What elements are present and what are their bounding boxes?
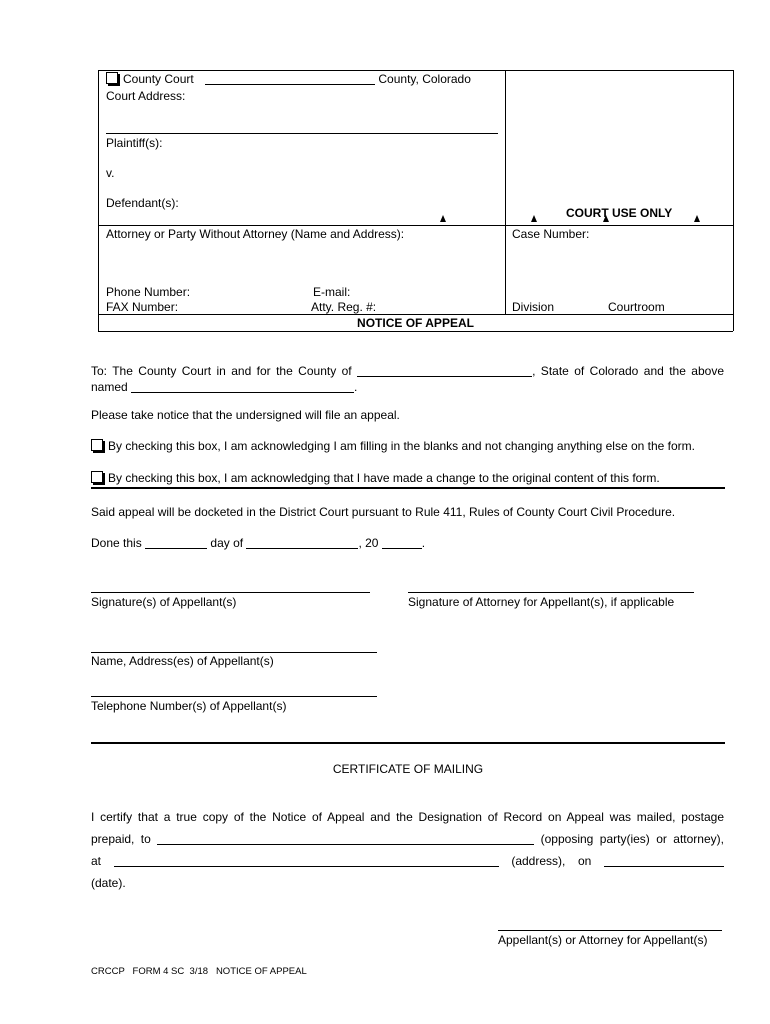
atty-reg-label: Atty. Reg. #:	[311, 300, 377, 314]
attorney-signature-line[interactable]	[408, 592, 694, 593]
year-prefix-text: , 20	[358, 536, 379, 550]
address-blank[interactable]	[114, 854, 499, 867]
email-label: E-mail:	[313, 285, 351, 299]
certify-text: I certify that a true copy of the Notice of Appeal and the Designation of Record on Appeal was mailed, postage	[91, 810, 724, 824]
named-party-blank[interactable]	[131, 380, 354, 393]
triangle-marker-icon	[694, 215, 700, 222]
change-checkbox-label: By checking this box, I am acknowledging that I have made a change to the original content of this form.	[108, 471, 660, 485]
triangle-marker-icon	[531, 215, 537, 222]
done-this-line	[91, 536, 425, 550]
month-blank[interactable]	[246, 536, 358, 549]
done-period: .	[421, 536, 426, 550]
certificate-paragraph	[91, 806, 724, 894]
county-colorado-label: County, Colorado	[378, 72, 471, 86]
address-on-text: (address), on	[511, 854, 592, 868]
day-of-text: day of	[210, 536, 244, 550]
county-court-checkbox[interactable]	[106, 72, 118, 84]
certificate-signer-label: Appellant(s) or Attorney for Appellant(s)	[498, 933, 708, 947]
change-checkbox[interactable]	[91, 471, 103, 483]
no-change-checkbox-label: By checking this box, I am acknowledging I am filling in the blanks and not changing anything else on the form.	[108, 439, 696, 453]
done-this-text: Done this	[91, 536, 142, 550]
court-address-label: Court Address:	[106, 89, 186, 103]
telephone-label: Telephone Number(s) of Appellant(s)	[91, 699, 287, 713]
at-text: at	[91, 854, 102, 868]
to-paragraph	[91, 363, 724, 395]
section-divider	[91, 487, 725, 489]
no-change-checkbox[interactable]	[91, 439, 103, 451]
county-court-label: County Court	[123, 72, 194, 86]
certificate-divider	[91, 742, 725, 744]
division-label: Division	[512, 300, 555, 314]
year-blank[interactable]	[382, 536, 422, 549]
fax-number-label: FAX Number:	[106, 300, 179, 314]
county-blank[interactable]	[357, 364, 532, 377]
form-title: NOTICE OF APPEAL	[357, 316, 474, 330]
court-address-line[interactable]	[106, 133, 498, 134]
county-court-line	[106, 72, 471, 86]
triangle-marker-icon	[440, 215, 446, 222]
named-period: .	[354, 380, 358, 394]
plaintiffs-label: Plaintiff(s):	[106, 136, 163, 150]
name-address-label: Name, Address(es) of Appellant(s)	[91, 654, 274, 668]
day-blank[interactable]	[145, 536, 207, 549]
change-checkbox-row	[91, 471, 660, 485]
courtroom-label: Courtroom	[608, 300, 665, 314]
certificate-title: CERTIFICATE OF MAILING	[332, 762, 484, 776]
name-address-line[interactable]	[91, 652, 377, 653]
case-number-label: Case Number:	[512, 227, 590, 241]
county-name-blank[interactable]	[205, 72, 375, 85]
date-text: (date).	[91, 876, 126, 890]
state-colorado-text: , State of Colorado and the above	[532, 364, 724, 378]
appellant-signature-line[interactable]	[91, 592, 370, 593]
attorney-signature-label: Signature of Attorney for Appellant(s), if applicable	[408, 595, 675, 609]
opposing-party-blank[interactable]	[157, 832, 534, 845]
attorney-party-label: Attorney or Party Without Attorney (Name and Address):	[106, 227, 405, 241]
phone-number-label: Phone Number:	[106, 285, 191, 299]
certificate-signature-line[interactable]	[498, 930, 722, 931]
named-text: named	[91, 380, 128, 394]
prepaid-to-text: prepaid, to	[91, 832, 151, 846]
docketed-text: Said appeal will be docketed in the District Court pursuant to Rule 411, Rules of County Court Civil Procedure.	[91, 505, 676, 519]
versus-label: v.	[106, 166, 115, 180]
defendants-label: Defendant(s):	[106, 196, 179, 210]
no-change-checkbox-row	[91, 438, 724, 454]
court-use-only-label: COURT USE ONLY	[566, 206, 673, 220]
to-county-court-text: To: The County Court in and for the County of	[91, 364, 352, 378]
telephone-line[interactable]	[91, 696, 377, 697]
opposing-party-text: (opposing party(ies) or attorney),	[540, 832, 724, 846]
date-blank[interactable]	[604, 854, 724, 867]
footer-form-id: CRCCP FORM 4 SC 3/18 NOTICE OF APPEAL	[91, 966, 307, 977]
please-take-notice-text: Please take notice that the undersigned will file an appeal.	[91, 408, 400, 422]
appellant-signature-label: Signature(s) of Appellant(s)	[91, 595, 237, 609]
